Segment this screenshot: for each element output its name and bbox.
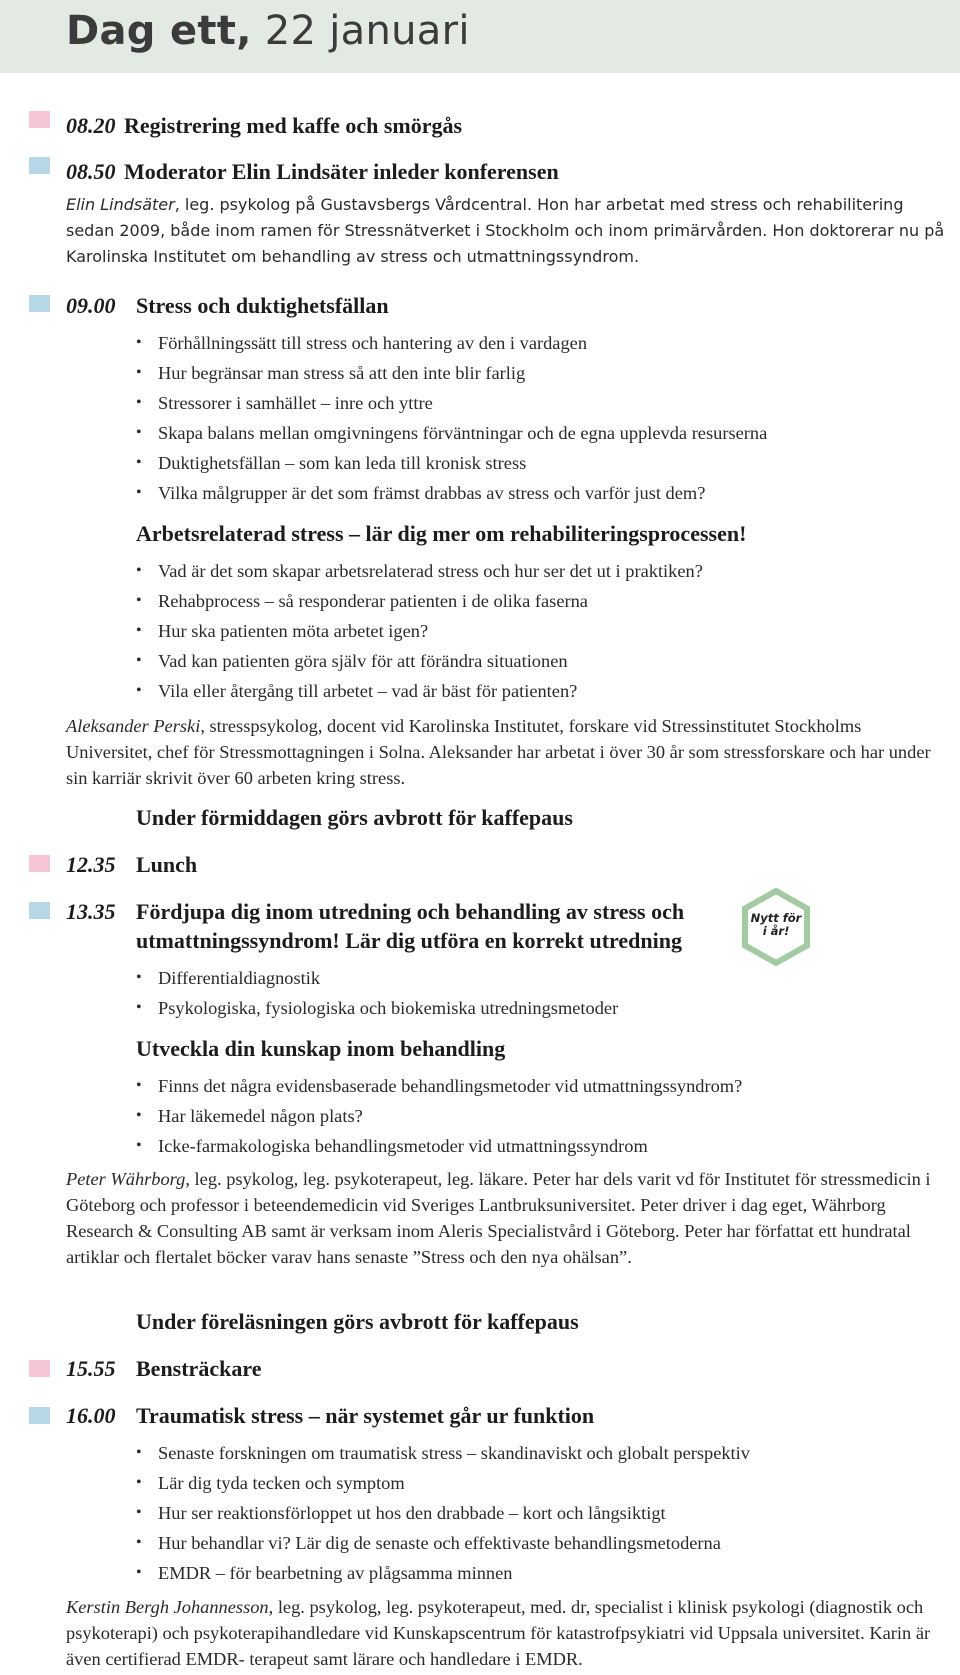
page-title-date: 22 januari — [251, 8, 470, 54]
list-item: • Rehabprocess – så responderar patienten i de olika faserna — [136, 586, 926, 616]
section-subtitle: Utveckla din kunskap inom behandling — [136, 1036, 506, 1061]
list-item: • Differentialdiagnostik — [136, 963, 926, 993]
session-title: Traumatisk stress – när systemet går ur funktion — [136, 1403, 595, 1428]
speaker-bio-text: , stresspsykolog, docent vid Karolinska Institutet, forskare vid Stressinstitutet Stockholms Universitet, chef för Stressmottagningen i Solna. Aleksander har arbetat i över 30 år som stressforskare och har under sin karriär skrivit över 60 arbeten kring stress. — [66, 716, 931, 788]
topic-list — [136, 963, 926, 1023]
session-time: 12.35 — [66, 852, 116, 877]
topic-list — [136, 1071, 926, 1161]
pink-marker — [29, 855, 50, 872]
topic-list — [136, 1438, 926, 1588]
list-item: • Psykologiska, fysiologiska och biokemiska utredningsmetoder — [136, 993, 926, 1023]
session-time: 16.00 — [66, 1403, 116, 1428]
session-title-line2: utmattningssyndrom! Lär dig utföra en korrekt utredning — [136, 928, 682, 953]
list-item: • Duktighetsfällan – som kan leda till kronisk stress — [136, 448, 926, 478]
break-note: Under förmiddagen görs avbrott för kaffepaus — [136, 805, 573, 830]
session-time: 08.50 — [66, 159, 116, 184]
page-title — [66, 8, 470, 54]
topic-list — [136, 328, 926, 508]
blue-marker — [29, 157, 50, 174]
speaker-name: Peter Währborg — [66, 1169, 186, 1189]
new-this-year-badge — [741, 912, 811, 938]
blue-marker — [29, 1407, 50, 1424]
list-item: • Hur begränsar man stress så att den inte blir farlig — [136, 358, 926, 388]
list-item: • Vad kan patienten göra själv för att förändra situationen — [136, 646, 926, 676]
list-item: • Stressorer i samhället – inre och yttre — [136, 388, 926, 418]
session-title: Lunch — [136, 852, 198, 877]
session-title: Stress och duktighetsfällan — [136, 293, 389, 318]
speaker-bio — [66, 1166, 946, 1270]
list-item: • Förhållningssätt till stress och hantering av den i vardagen — [136, 328, 926, 358]
speaker-bio — [66, 713, 946, 791]
blue-marker — [29, 295, 50, 312]
list-item: • Vad är det som skapar arbetsrelaterad stress och hur ser det ut i praktiken? — [136, 556, 926, 586]
list-item: • Vilka målgrupper är det som främst drabbas av stress och varför just dem? — [136, 478, 926, 508]
speaker-bio-text: , leg. psykolog, leg. psykoterapeut, leg. läkare. Peter har dels varit vd för Institutet för stressmedicin i Göteborg och professor i beteendemedicin vid Sveriges Lantbruksuniversitet. Peter driver i dag eget, Währborg Research & Consulting AB samt är verksam inom Aleris Specialistvård i Göteborg. Peter har författat ett hundratal artiklar och flertalet böcker varav hans senaste ”Stress och den nya ohälsan”. — [66, 1169, 931, 1267]
break-note: Under föreläsningen görs avbrott för kaffepaus — [136, 1309, 579, 1334]
pink-marker — [29, 111, 50, 128]
session-title: Registrering med kaffe och smörgås — [124, 113, 463, 138]
speaker-bio-text: , leg. psykolog på Gustavsbergs Vårdcentral. Hon har arbetat med stress och rehabilitering sedan 2009, både inom ramen för Stressnätverket i Stockholm och inom primärvården. Hon doktorerar nu på Karolinska Institutet om behandling av stress och utmattningssyndrom. — [66, 195, 945, 266]
list-item: • Har läkemedel någon plats? — [136, 1101, 926, 1131]
list-item: • EMDR – för bearbetning av plågsamma minnen — [136, 1558, 926, 1588]
list-item: • Hur ser reaktionsförloppet ut hos den drabbade – kort och långsiktigt — [136, 1498, 926, 1528]
list-item: • Hur behandlar vi? Lär dig de senaste och effektivaste behandlingsmetoderna — [136, 1528, 926, 1558]
speaker-name: Kerstin Bergh Johannesson — [66, 1597, 269, 1617]
section-subtitle: Arbetsrelaterad stress – lär dig mer om rehabiliteringsprocessen! — [136, 521, 747, 546]
topic-list — [136, 556, 926, 706]
list-item: • Skapa balans mellan omgivningens förväntningar och de egna upplevda resurserna — [136, 418, 926, 448]
session-time: 15.55 — [66, 1356, 116, 1381]
list-item: • Icke-farmakologiska behandlingsmetoder vid utmattningssyndrom — [136, 1131, 926, 1161]
list-item: • Lär dig tyda tecken och symptom — [136, 1468, 926, 1498]
session-title: Bensträckare — [136, 1356, 262, 1381]
pink-marker — [29, 1360, 50, 1377]
list-item: • Finns det några evidensbaserade behandlingsmetoder vid utmattningssyndrom? — [136, 1071, 926, 1101]
session-time: 13.35 — [66, 899, 116, 924]
list-item: • Senaste forskningen om traumatisk stress – skandinaviskt och globalt perspektiv — [136, 1438, 926, 1468]
speaker-name: Aleksander Perski — [66, 716, 201, 736]
blue-marker — [29, 902, 50, 919]
page-title-day: Dag ett, — [66, 8, 252, 54]
session-time: 09.00 — [66, 293, 116, 318]
speaker-bio — [66, 192, 946, 270]
speaker-name: Elin Lindsäter — [66, 195, 175, 214]
badge-line: i år! — [762, 924, 790, 938]
speaker-bio — [66, 1594, 946, 1672]
list-item: • Hur ska patienten möta arbetet igen? — [136, 616, 926, 646]
badge-line: Nytt för — [750, 911, 802, 925]
list-item: • Vila eller återgång till arbetet – vad är bäst för patienten? — [136, 676, 926, 706]
session-title: Moderator Elin Lindsäter inleder konferensen — [124, 159, 559, 184]
session-time: 08.20 — [66, 113, 116, 138]
session-title-line1: Fördjupa dig inom utredning och behandling av stress och — [136, 899, 685, 924]
speaker-bio-text: , leg. psykolog, leg. psykoterapeut, med. dr, specialist i klinisk psykologi (diagnostik och psykoterapi) och psykoterapihandledare vid Kunskapscentrum för katastrofpsykiatri vid Uppsala universitet. Karin är även certifierad EMDR- terapeut samt lärare och handledare i EMDR. — [66, 1597, 931, 1669]
